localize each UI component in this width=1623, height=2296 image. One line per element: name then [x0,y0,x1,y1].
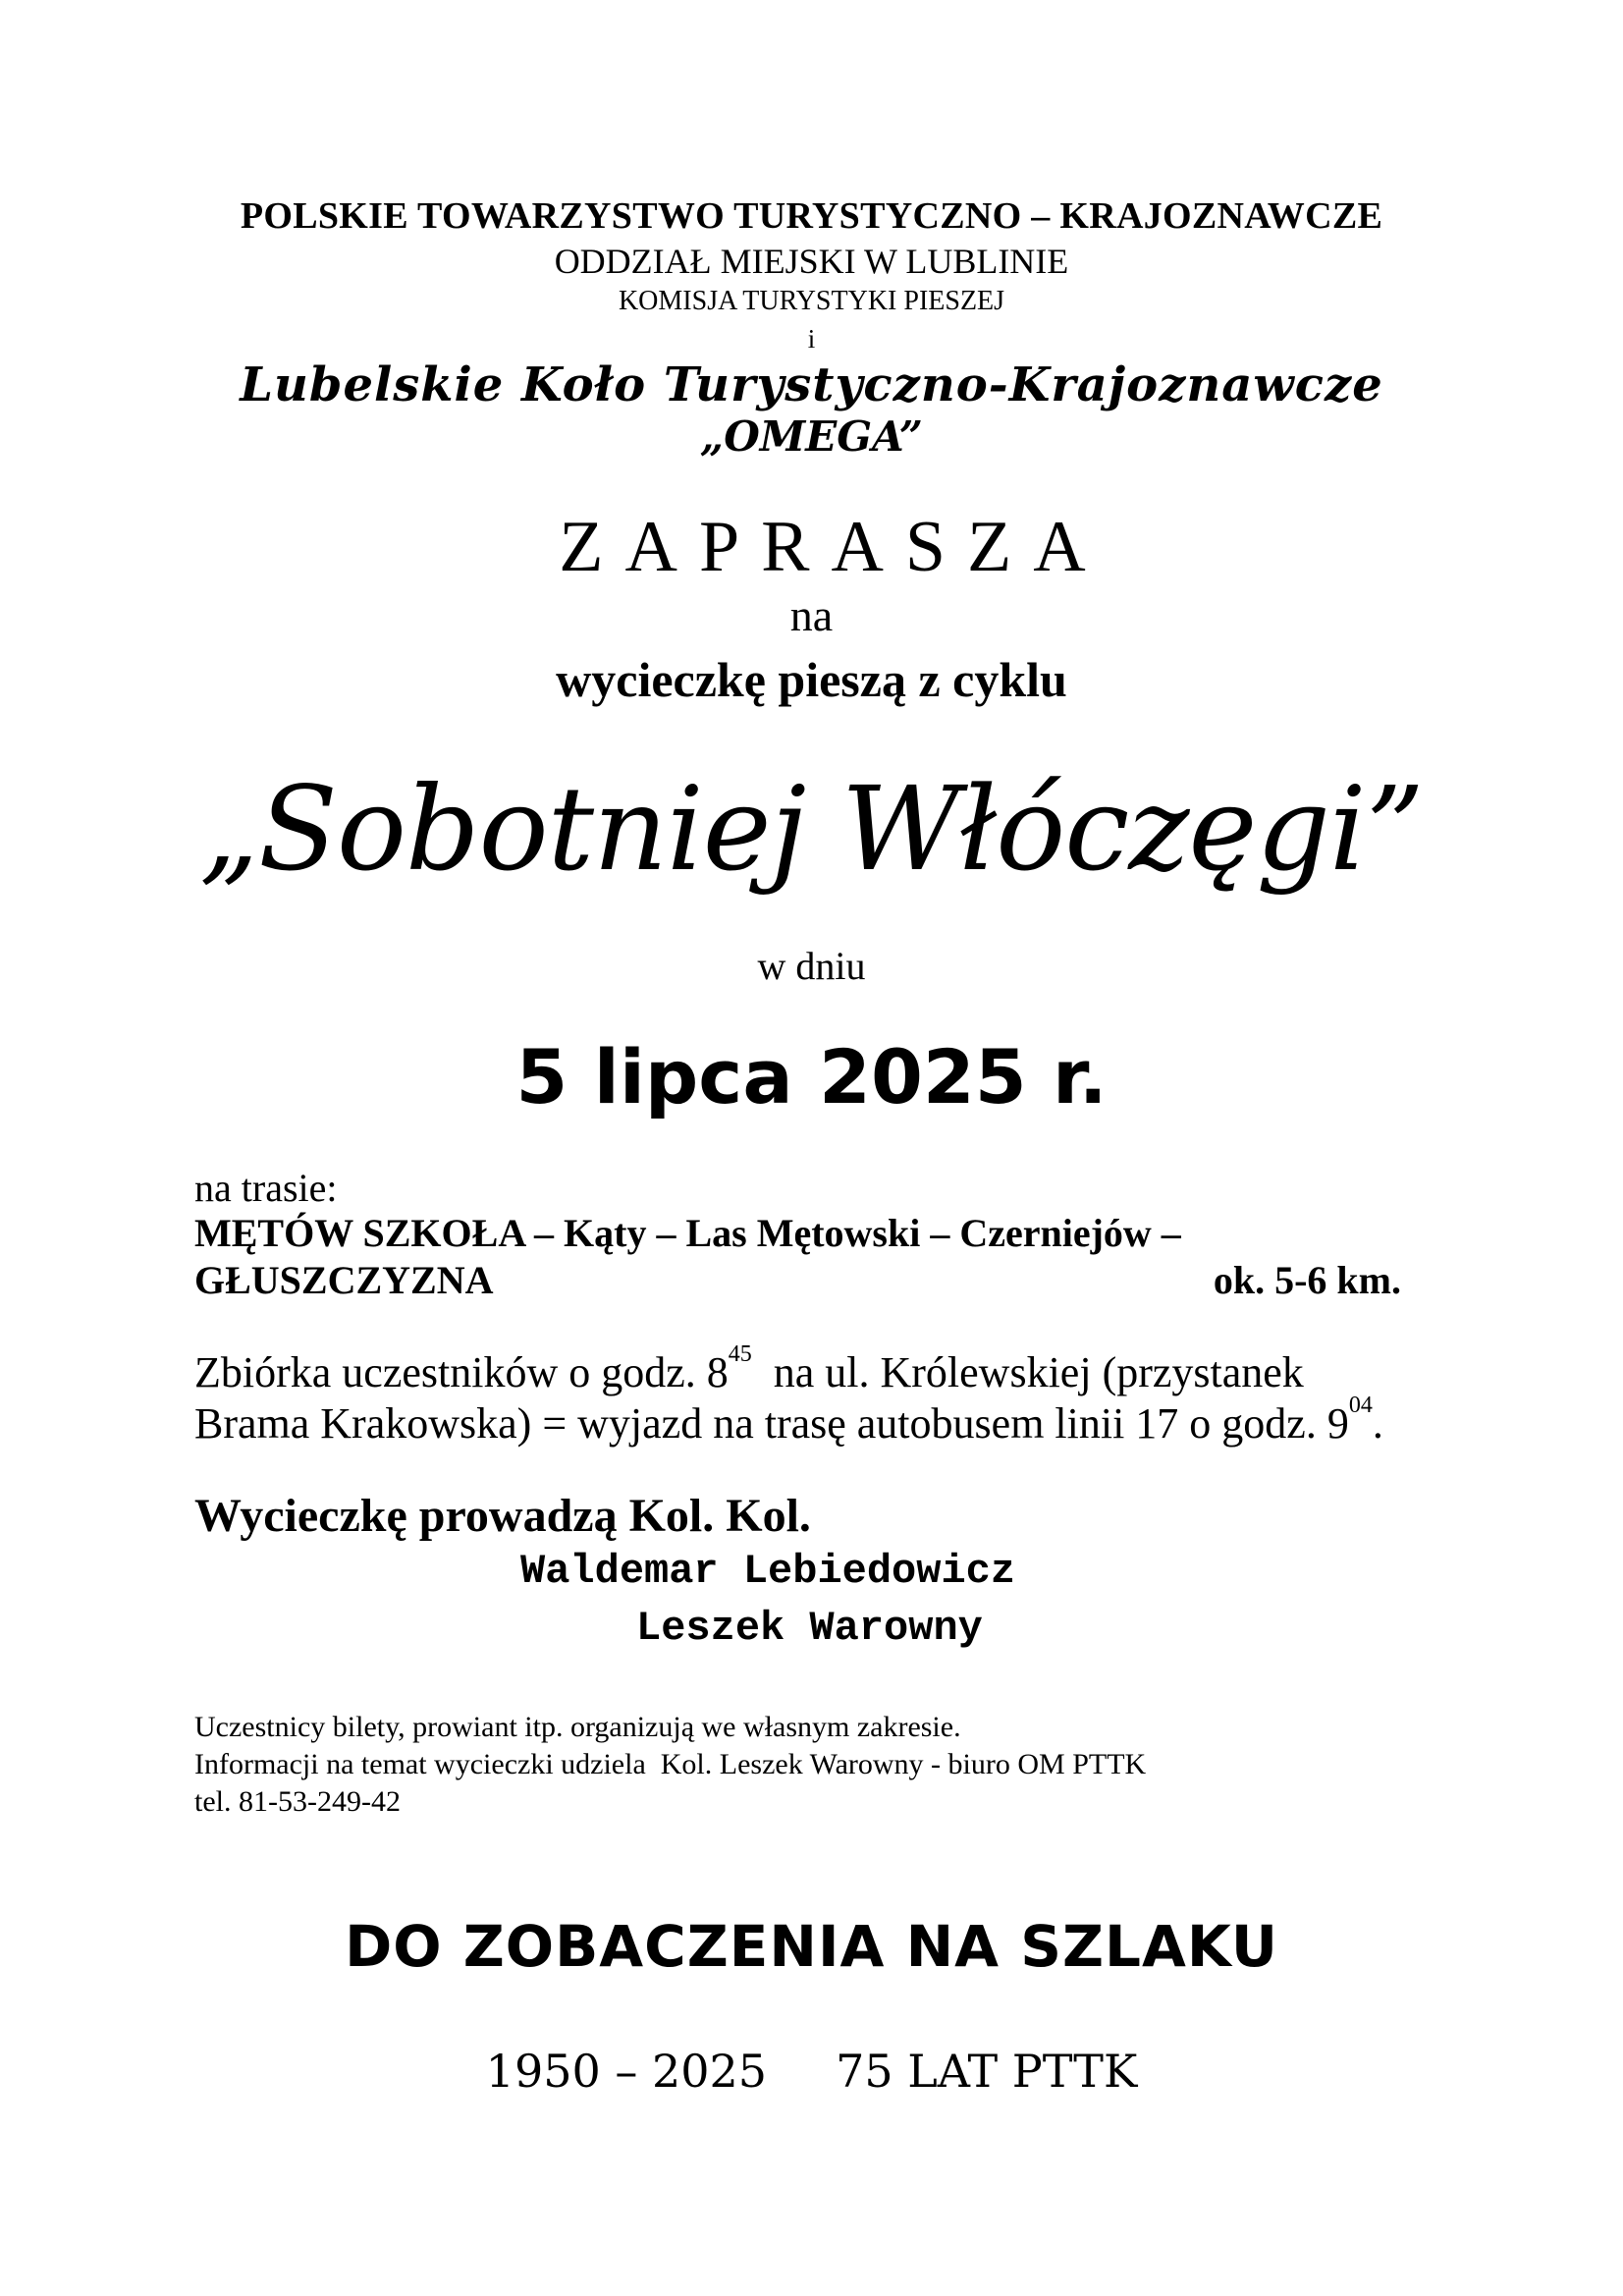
anniversary-text: 75 LAT PTTK [836,2045,1138,2098]
meeting-text: Zbiórka uczestników o godz. 8 [194,1348,729,1396]
bus-time-minutes: 04 [1348,1393,1373,1418]
anniversary-years: 1950 – 2025 [485,2045,768,2098]
phone-number: tel. 81-53-249-42 [194,1785,401,1818]
leader-name: Leszek Warowny [636,1605,983,1652]
leaders-label: Wycieczkę prowadzą Kol. Kol. [194,1490,811,1542]
club-name: Lubelskie Koło Turystyczno-Krajoznawcze [240,357,1383,412]
note-line: Uczestnicy bilety, prowiant itp. organizują we własnym zakresie. [194,1711,961,1743]
meeting-text: Brama Krakowska) = wyjazd na trasę autobusem linii 17 o godz. 9 [194,1399,1349,1448]
meeting-line-1 [194,1341,1304,1397]
meeting-text: . [1372,1399,1383,1448]
route-label: na trasie: [194,1166,338,1210]
cycle-title: „Sobotniej Włóczęgi” [199,761,1424,897]
meeting-line-2 [194,1393,1383,1449]
farewell-slogan: DO ZOBACZENIA NA SZLAKU [345,1913,1278,1980]
route-line-1: MĘTÓW SZKOŁA – Kąty – Las Mętowski – Czerniejów – [194,1211,1181,1255]
meeting-time-minutes: 45 [728,1341,752,1367]
club-short-name: „OMEGA” [700,412,923,461]
invite-heading: ZAPRASZA [559,507,1108,587]
note-line: Informacji na temat wycieczki udziela Kol. Leszek Warowny - biuro OM PTTK [194,1748,1147,1780]
on-day-label: w dniu [757,944,866,988]
route-line-2: GŁUSZCZYZNA [194,1258,494,1302]
meeting-text: na ul. Królewskiej (przystanek [751,1348,1304,1396]
event-date: 5 lipca 2025 r. [515,1033,1108,1121]
organization-branch: ODDZIAŁ MIEJSKI W LUBLINIE [554,242,1069,281]
invite-na: na [789,590,834,640]
leader-name: Waldemar Lebiedowicz [520,1548,1016,1595]
organization-commission: KOMISJA TURYSTYKI PIESZEJ [618,286,1005,316]
route-distance: ok. 5-6 km. [1213,1258,1401,1302]
trip-type: wycieczkę pieszą z cyklu [556,652,1067,707]
anniversary-line [0,2045,1623,2098]
conjunction: i [807,324,816,354]
organization-title: POLSKIE TOWARZYSTWO TURYSTYCZNO – KRAJOZNAWCZE [240,195,1383,237]
